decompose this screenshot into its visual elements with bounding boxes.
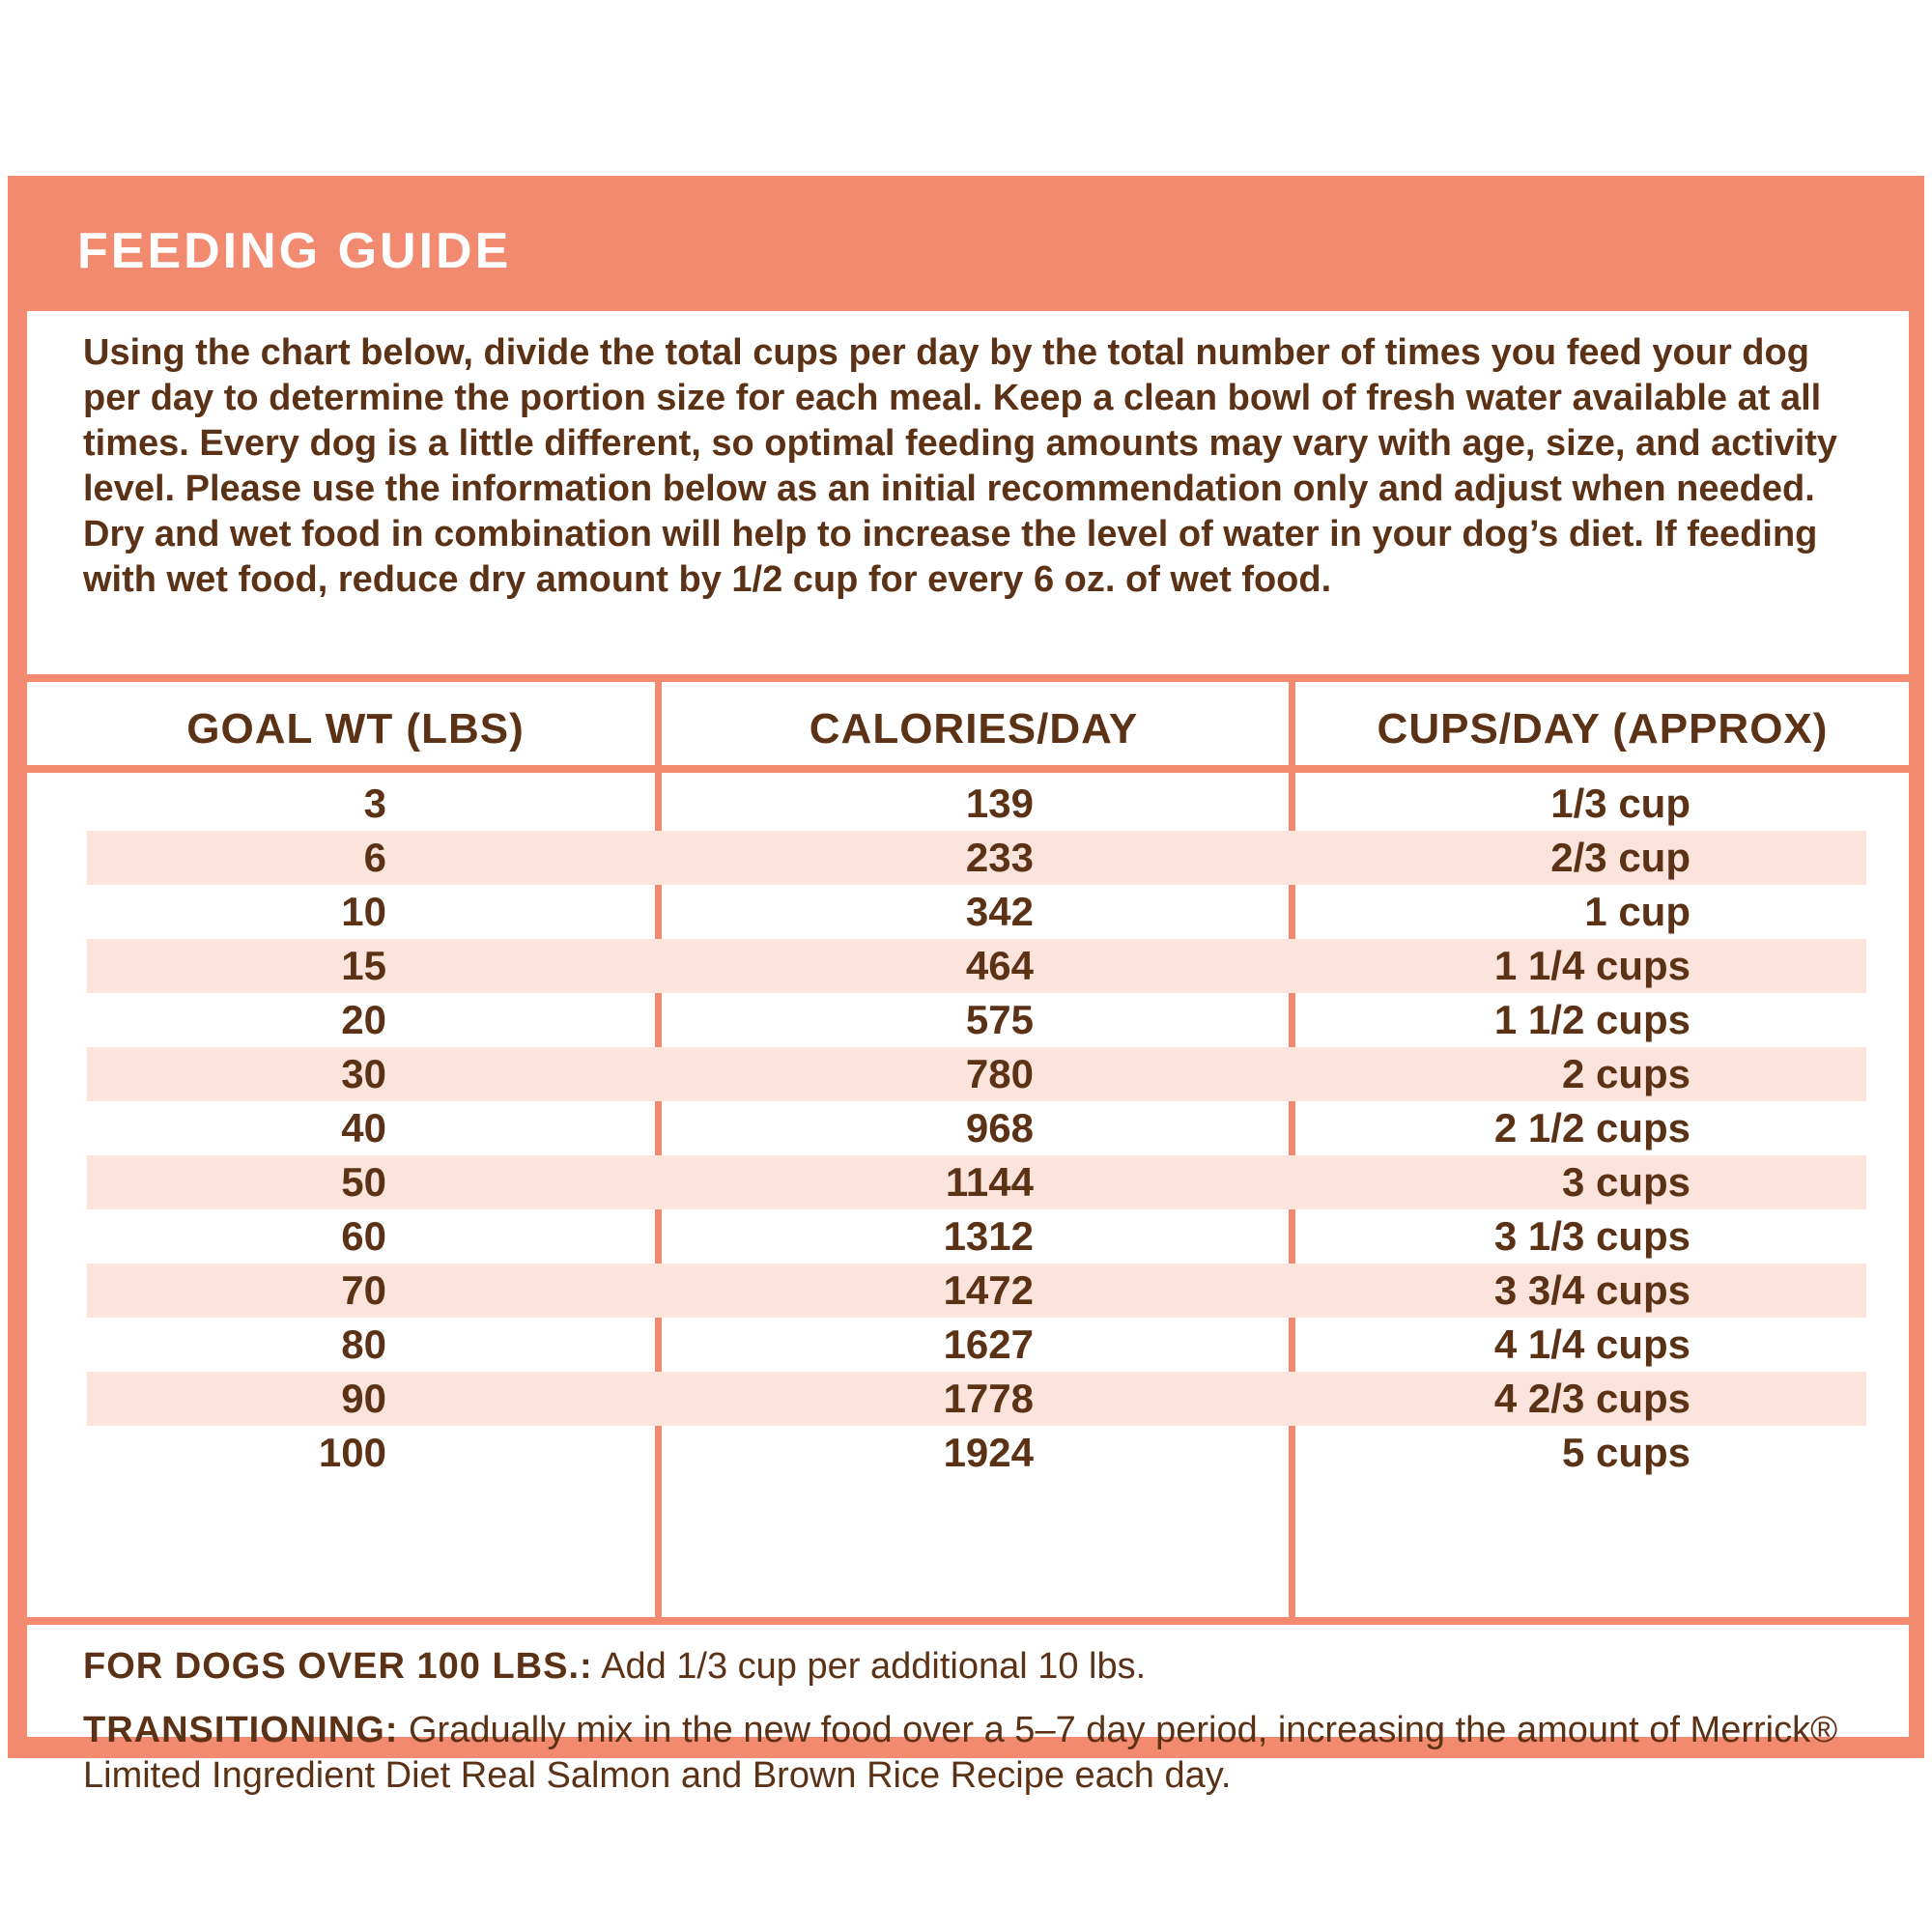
goal-weight-cell: 10 [341,889,386,934]
table-top-rule [27,674,1909,682]
table-bottom-rule [27,1617,1909,1625]
table-row [87,1209,1866,1264]
calories-cell: 1312 [943,1213,1034,1259]
calories-cell: 575 [965,997,1034,1042]
feeding-guide-panel [27,311,1909,1796]
table-header-rule [27,765,1909,773]
note-transitioning [83,1708,1880,1799]
calories-cell: 968 [965,1105,1034,1151]
table-row [87,831,1866,885]
cups-cell: 4 2/3 cups [1493,1376,1690,1421]
cups-cell: 1/3 cup [1550,781,1690,826]
note-over-100-label: FOR DOGS OVER 100 LBS.: [83,1646,593,1687]
cups-cell: 3 1/3 cups [1493,1213,1690,1259]
feeding-guide-frame [8,176,1924,1796]
calories-cell: 233 [965,835,1034,880]
calories-cell: 1924 [943,1430,1034,1475]
calories-cell: 1627 [943,1321,1034,1367]
table-row [87,1372,1866,1426]
goal-weight-cell: 60 [341,1213,386,1259]
goal-weight-cell: 50 [341,1159,386,1205]
cups-cell: 3 3/4 cups [1493,1267,1690,1313]
calories-cell: 1144 [945,1159,1034,1205]
table-row [87,777,1866,831]
note-transitioning-text: Gradually mix in the new food over a 5–7 day period, increasing the amount of Merrick® Limited Ingredient Diet Real Salmon and Brown Rice Recipe each day. [83,1710,1838,1796]
cups-cell: 1 cup [1584,889,1690,934]
calories-cell: 464 [965,943,1034,988]
header-goal-weight: GOAL WT (LBS) [186,705,525,753]
cups-cell: 2/3 cup [1550,835,1690,880]
calories-cell: 342 [965,889,1034,934]
goal-weight-cell: 6 [363,835,386,880]
note-over-100 [83,1644,1880,1690]
goal-weight-cell: 100 [318,1430,386,1475]
calories-cell: 1472 [943,1267,1034,1313]
table-row [87,1426,1866,1480]
calories-cell: 139 [965,781,1034,826]
goal-weight-cell: 15 [341,943,386,988]
calories-cell: 1778 [943,1376,1034,1421]
goal-weight-cell: 90 [341,1376,386,1421]
intro-paragraph: Using the chart below, divide the total cups per day by the total number of times you feed your dog per day to determine the portion size for each meal. Keep a clean bowl of fresh water available at all times. Every dog is a little different, so optimal feeding amounts may vary with age, size, and activity level. Please use the information below as an initial recommendation only and adjust when needed. Dry and wet food in combination will help to increase the level of water in your dog’s diet. If feeding with wet food, reduce dry amount by 1/2 cup for every 6 oz. of wet food. [83,332,1838,600]
table-row [87,1264,1866,1318]
table-row [87,1101,1866,1155]
header-cups: CUPS/DAY (APPROX) [1377,705,1829,753]
table-row [87,1155,1866,1209]
calories-cell: 780 [965,1051,1034,1096]
cups-cell: 2 1/2 cups [1493,1105,1690,1151]
goal-weight-cell: 70 [341,1267,386,1313]
cups-cell: 1 1/4 cups [1493,943,1690,988]
header-calories: CALORIES/DAY [809,705,1139,753]
table-row [87,1318,1866,1372]
goal-weight-cell: 40 [341,1105,386,1151]
cups-cell: 2 cups [1561,1051,1690,1096]
goal-weight-cell: 3 [363,781,386,826]
table-row [87,885,1866,939]
table-row [87,939,1866,993]
table-row [87,1047,1866,1101]
cups-cell: 1 1/2 cups [1493,997,1690,1042]
cups-cell: 5 cups [1561,1430,1690,1475]
goal-weight-cell: 20 [341,997,386,1042]
cups-cell: 3 cups [1561,1159,1690,1205]
note-over-100-text: Add 1/3 cup per additional 10 lbs. [592,1646,1147,1687]
note-transitioning-label: TRANSITIONING: [83,1710,399,1750]
goal-weight-cell: 80 [341,1321,386,1367]
page-title: FEEDING GUIDE [77,223,512,279]
table-row [87,993,1866,1047]
goal-weight-cell: 30 [341,1051,386,1096]
cups-cell: 4 1/4 cups [1493,1321,1690,1367]
feeding-guide-header [8,176,1924,311]
